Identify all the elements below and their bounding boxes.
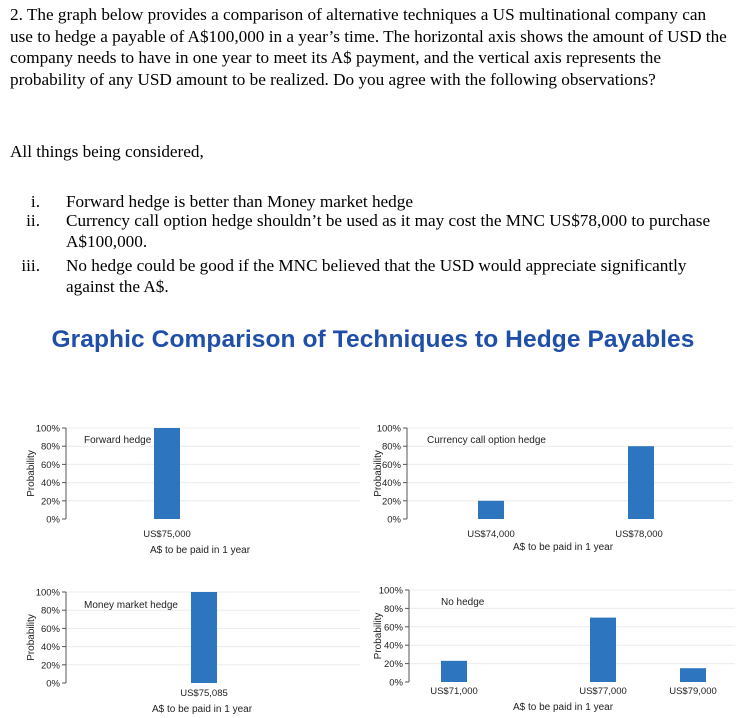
observation-text: Forward hedge is better than Money market hedge bbox=[66, 192, 413, 211]
y-tick-label: 40% bbox=[381, 478, 401, 490]
question-text: 2. The graph below provides a comparison of alternative techniques a US multinational company can use to hedge a payable of A$100,000 in a year’s time. The horizontal axis shows the amount of USD the company needs to have in one year to meet its A$ payment, and the vertical axis represents the probability of any USD amount to be realized. Do you agree with the following observations? bbox=[10, 5, 727, 89]
y-tick-label: 40% bbox=[40, 642, 60, 654]
bar bbox=[154, 428, 180, 519]
y-tick-label: 80% bbox=[40, 441, 60, 453]
x-category-label: US$78,000 bbox=[615, 529, 663, 540]
y-tick-label: 80% bbox=[383, 603, 403, 615]
y-tick-label: 60% bbox=[381, 459, 401, 471]
observation-number: ii. bbox=[26, 211, 40, 230]
y-tick-label: 40% bbox=[40, 478, 60, 490]
y-tick-label: 100% bbox=[35, 587, 60, 599]
figure-title: Graphic Comparison of Techniques to Hedge Payables bbox=[51, 326, 695, 353]
no-hedge-chart bbox=[373, 582, 746, 718]
x-category-label: US$71,000 bbox=[430, 686, 478, 697]
call-option-hedge-chart bbox=[373, 418, 746, 558]
bar bbox=[628, 446, 654, 519]
x-axis-title: A$ to be paid in 1 year bbox=[512, 542, 614, 553]
y-tick-label: 40% bbox=[383, 640, 403, 652]
bar bbox=[191, 592, 217, 683]
y-tick-label: 80% bbox=[40, 605, 60, 617]
observation-text: Currency call option hedge shouldn’t be used as it may cost the MNC US$78,000 to purchase A$100,000. bbox=[66, 211, 711, 251]
y-tick-label: 0% bbox=[46, 678, 60, 690]
y-tick-label: 0% bbox=[389, 677, 403, 689]
forward-hedge-chart bbox=[0, 418, 373, 558]
y-tick-label: 80% bbox=[381, 441, 401, 453]
bar bbox=[478, 501, 504, 519]
bar bbox=[590, 618, 616, 682]
y-axis-title: Probability bbox=[26, 450, 37, 497]
y-tick-label: 60% bbox=[40, 623, 60, 635]
chart-title: Money market hedge bbox=[84, 600, 178, 611]
lead-text: All things being considered, bbox=[10, 142, 204, 161]
chart-title: No hedge bbox=[441, 597, 485, 608]
y-tick-label: 20% bbox=[40, 660, 60, 672]
observation-number: iii. bbox=[21, 256, 40, 275]
x-category-label: US$75,000 bbox=[143, 529, 191, 540]
x-axis-title: A$ to be paid in 1 year bbox=[512, 702, 614, 713]
y-tick-label: 100% bbox=[35, 423, 60, 435]
y-tick-label: 60% bbox=[383, 622, 403, 634]
y-tick-label: 20% bbox=[40, 496, 60, 508]
y-tick-label: 0% bbox=[46, 514, 60, 526]
y-tick-label: 60% bbox=[40, 459, 60, 471]
y-axis-title: Probability bbox=[373, 612, 384, 660]
y-tick-label: 20% bbox=[381, 496, 401, 508]
y-axis-title: Probability bbox=[373, 450, 384, 497]
chart-title: Forward hedge bbox=[84, 435, 152, 446]
x-axis-title: A$ to be paid in 1 year bbox=[151, 704, 253, 715]
bar bbox=[441, 661, 467, 682]
money-market-hedge-chart bbox=[0, 582, 373, 718]
bar bbox=[680, 668, 706, 682]
y-tick-label: 100% bbox=[376, 423, 401, 435]
x-category-label: US$77,000 bbox=[579, 686, 627, 697]
chart-title: Currency call option hedge bbox=[427, 435, 546, 446]
x-axis-title: A$ to be paid in 1 year bbox=[149, 545, 251, 556]
y-axis-title: Probability bbox=[26, 614, 37, 661]
x-category-label: US$79,000 bbox=[669, 686, 717, 697]
y-tick-label: 100% bbox=[378, 585, 403, 597]
x-category-label: US$75,085 bbox=[180, 688, 228, 699]
observation-text: No hedge could be good if the MNC believed that the USD would appreciate significantly against the A$. bbox=[66, 256, 687, 296]
y-tick-label: 0% bbox=[387, 514, 401, 526]
y-tick-label: 20% bbox=[383, 659, 403, 671]
observation-number: i. bbox=[30, 192, 40, 211]
x-category-label: US$74,000 bbox=[467, 529, 515, 540]
